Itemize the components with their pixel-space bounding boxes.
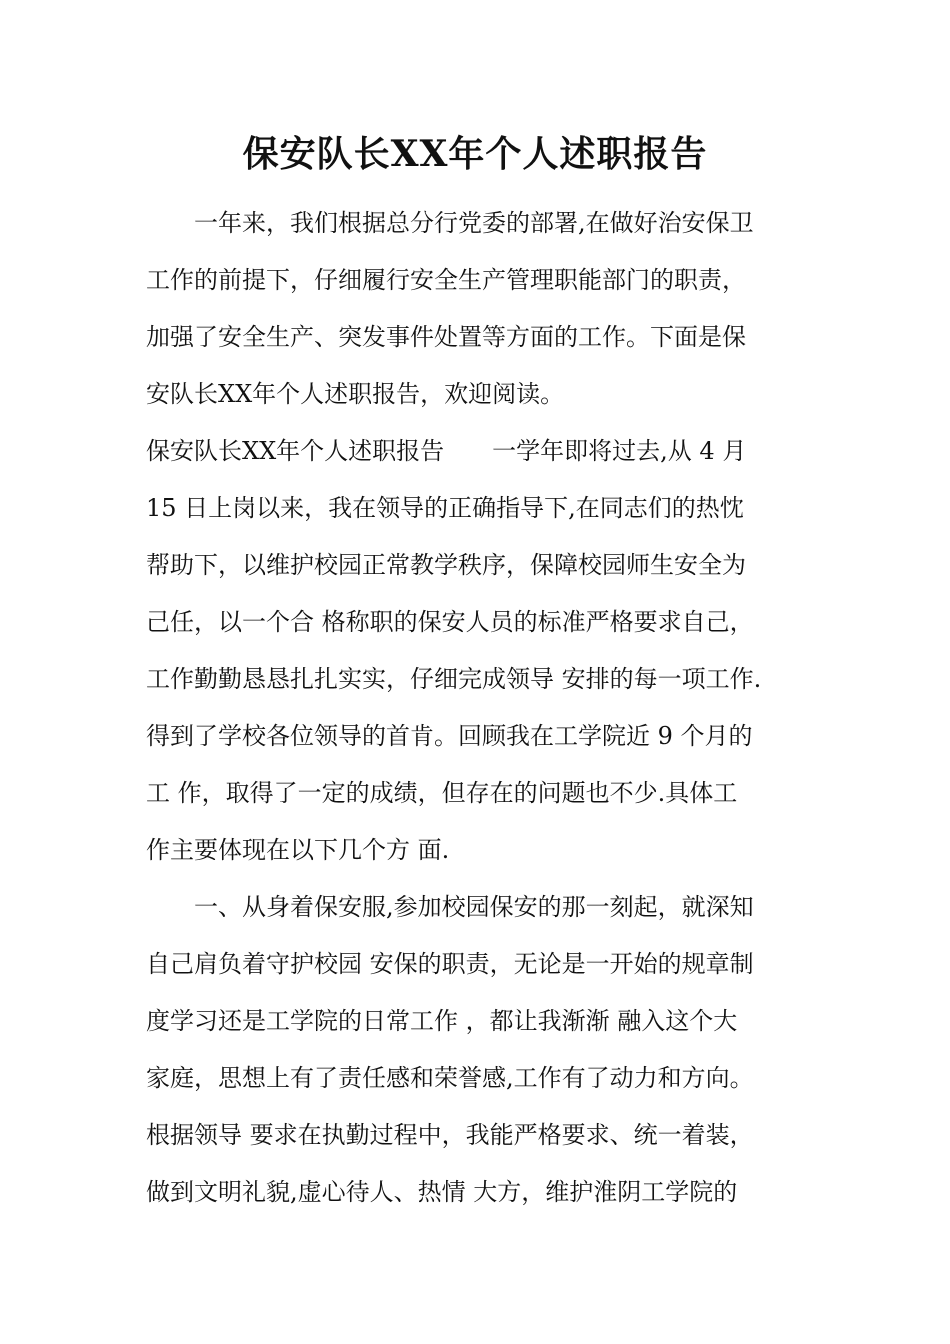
document-title: 保安队长XX年个人述职报告 (242, 133, 708, 175)
body-line: 帮助下，以维护校园正常教学秩序，保障校园师生安全为 (146, 551, 746, 579)
body-line: 工作的前提下，仔细履行安全生产管理职能部门的职责， (146, 266, 746, 294)
body-line: 安队长XX年个人述职报告，欢迎阅读。 (146, 380, 565, 408)
body-line: 自己肩负着守护校园 安保的职责，无论是一开始的规章制 (146, 950, 754, 978)
body-line: 根据领导 要求在执勤过程中，我能严格要求、统一着装， (146, 1121, 754, 1149)
body-line: 己任，以一个合 格称职的保安人员的标准严格要求自己， (146, 608, 754, 636)
body-line: 工作勤勤恳恳扎扎实实，仔细完成领导 安排的每一项工作. (146, 665, 762, 693)
body-line: 度学习还是工学院的日常工作 ，都让我渐渐 融入这个大 (146, 1007, 738, 1035)
body-line: 作主要体现在以下几个方 面. (146, 836, 450, 864)
body-line: 得到了学校各位领导的首肯。回顾我在工学院近 9 个月的 (146, 722, 753, 750)
body-line: 保安队长XX年个人述职报告 一学年即将过去,从 4 月 (146, 437, 747, 465)
body-line: 一年来，我们根据总分行党委的部署,在做好治安保卫 (146, 209, 754, 237)
body-line: 工 作，取得了一定的成绩，但存在的问题也不少.具体工 (146, 779, 738, 807)
body-line: 家庭，思想上有了责任感和荣誉感,工作有了动力和方向。 (146, 1064, 754, 1092)
body-line: 15 日上岗以来，我在领导的正确指导下,在同志们的热忱 (146, 494, 744, 522)
body-line: 加强了安全生产、突发事件处置等方面的工作。下面是保 (146, 323, 746, 351)
body-line: 做到文明礼貌,虚心待人、热情 大方，维护淮阴工学院的 (146, 1178, 738, 1206)
body-line: 一、从身着保安服,参加校园保安的那一刻起，就深知 (146, 893, 754, 921)
